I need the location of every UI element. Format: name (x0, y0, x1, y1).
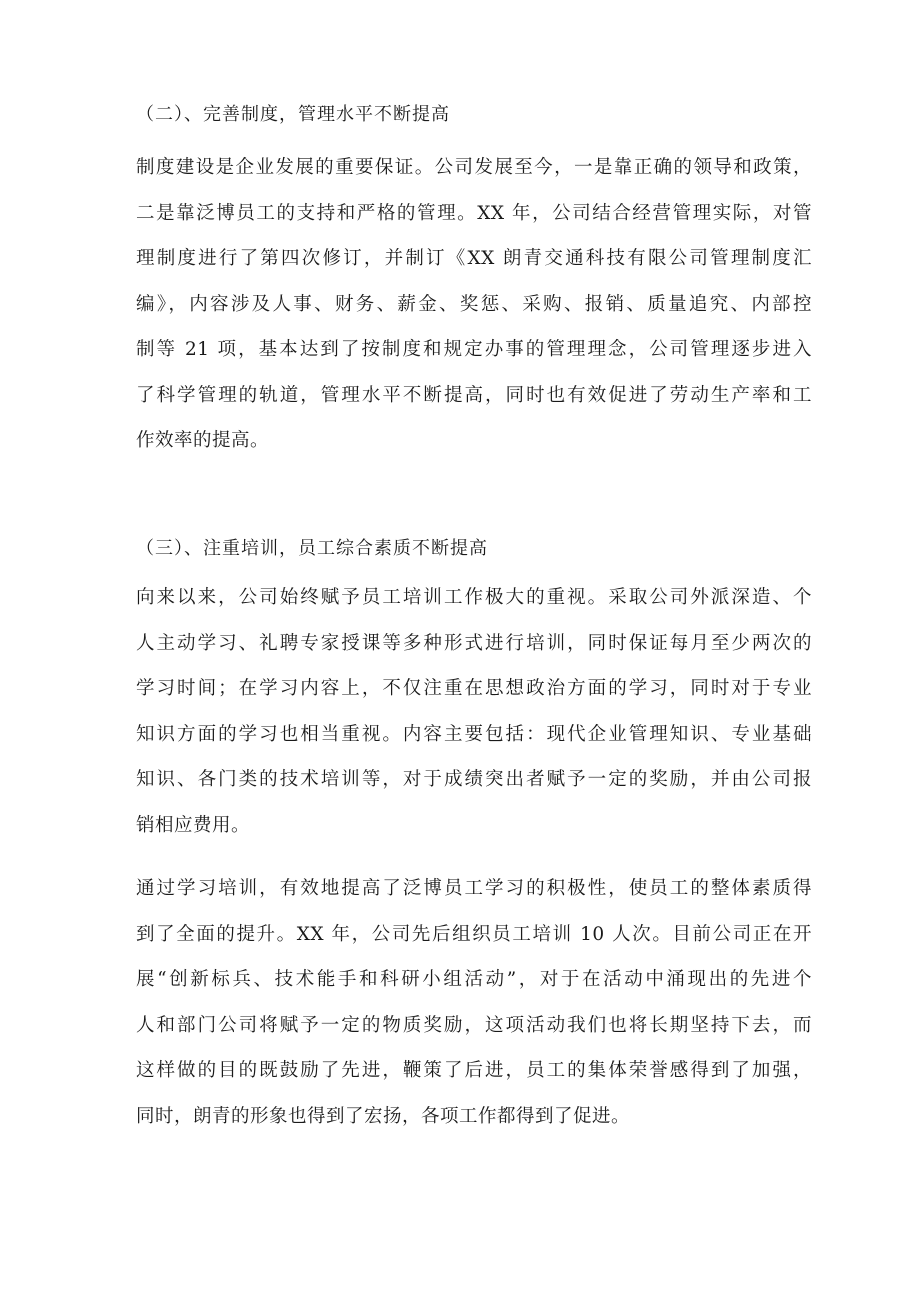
paragraph-line: 人主动学习、礼聘专家授课等多种形式进行培训，同时保证每月至少两次的 (136, 632, 812, 654)
paragraph-training-results (136, 866, 812, 1139)
paragraph-management-system (136, 145, 812, 464)
paragraph-line: 人和部门公司将赋予一定的物质奖励，这项活动我们也将长期坚持下去，而 (136, 1014, 812, 1036)
paragraph-line: 知识、各门类的技术培训等，对于成绩突出者赋予一定的奖励，并由公司报 (136, 769, 812, 790)
paragraph-line: 作效率的提高。 (136, 430, 270, 451)
paragraph-line: 编》，内容涉及人事、财务、薪金、奖惩、采购、报销、质量追究、内部控 (136, 293, 812, 315)
paragraph-line: 理制度进行了第四次修订，并制订《XX 朗青交通科技有限公司管理制度汇 (136, 248, 812, 269)
paragraph-line: 这样做的目的既鼓励了先进，鞭策了后进，员工的集体荣誉感得到了加强， (136, 1060, 812, 1081)
section-heading-3: （三）、注重培训，员工综合素质不断提高 (136, 538, 488, 559)
paragraph-line: 向来以来，公司始终赋予员工培训工作极大的重视。采取公司外派深造、个 (136, 587, 812, 608)
paragraph-line: 制度建设是企业发展的重要保证。公司发展至今，一是靠正确的领导和政策， (136, 157, 812, 178)
paragraph-line: 了科学管理的轨道，管理水平不断提高，同时也有效促进了劳动生产率和工 (136, 384, 812, 406)
paragraph-line: 制等 21 项，基本达到了按制度和规定办事的管理理念，公司管理逐步进入 (136, 339, 812, 360)
paragraph-line: 展“创新标兵、技术能手和科研小组活动”，对于在活动中涌现出的先进个 (136, 969, 812, 990)
paragraph-line: 知识方面的学习也相当重视。内容主要包括：现代企业管理知识、专业基础 (136, 723, 812, 745)
paragraph-line: 到了全面的提升。XX 年，公司先后组织员工培训 10 人次。目前公司正在开 (136, 923, 812, 945)
section-heading-2: （二）、完善制度，管理水平不断提高 (136, 104, 450, 125)
paragraph-line: 同时，朗青的形象也得到了宏扬，各项工作都得到了促进。 (136, 1105, 631, 1127)
paragraph-line: 销相应费用。 (136, 814, 251, 836)
paragraph-line: 二是靠泛博员工的支持和严格的管理。XX 年，公司结合经营管理实际，对管 (136, 202, 812, 224)
paragraph-line: 学习时间；在学习内容上，不仅注重在思想政治方面的学习，同时对于专业 (136, 678, 812, 699)
paragraph-line: 通过学习培训，有效地提高了泛博员工学习的积极性，使员工的整体素质得 (136, 878, 812, 899)
paragraph-training (136, 575, 812, 848)
